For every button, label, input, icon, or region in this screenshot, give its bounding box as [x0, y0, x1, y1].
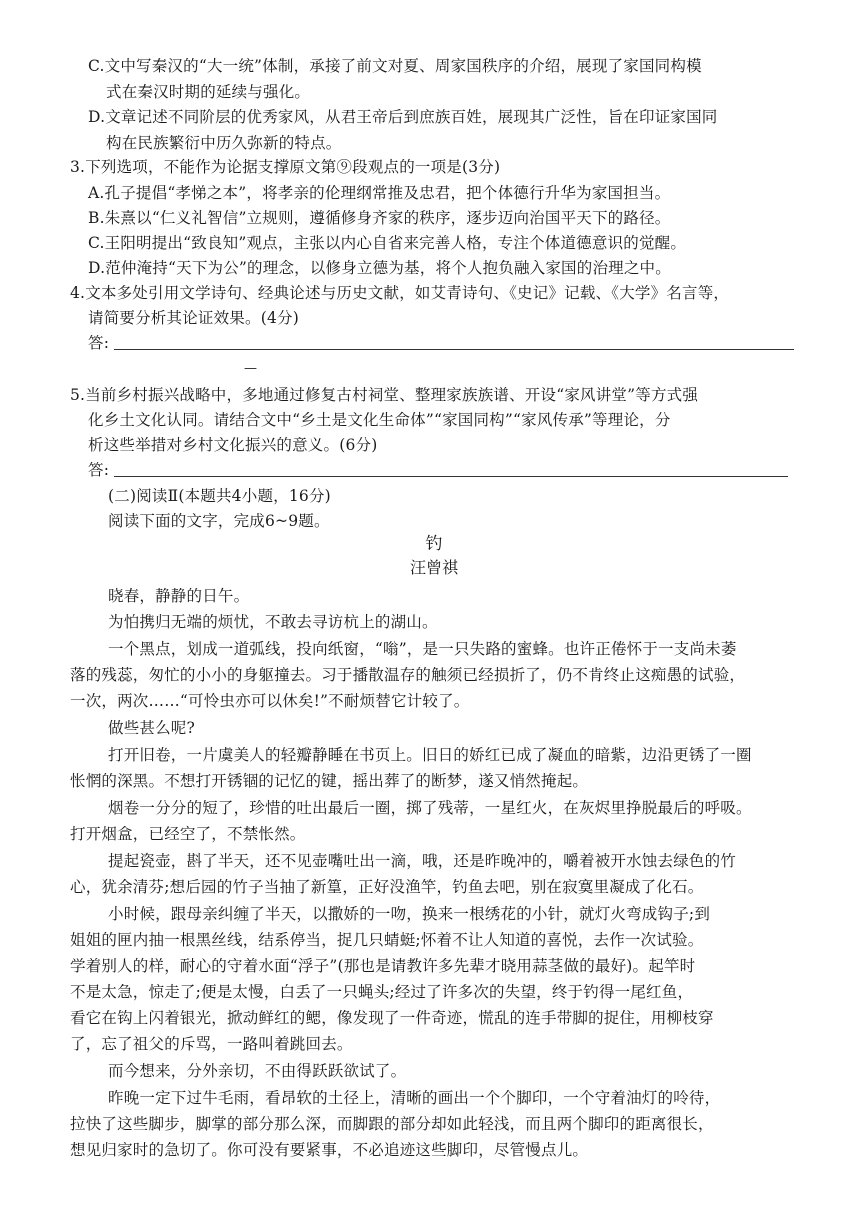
q5-stem-line3: 析这些举措对乡村文化振兴的意义。(6分) — [88, 436, 378, 454]
q4-answer-label: 答: — [88, 334, 110, 352]
q5-stem-line1: 5.当前乡村振兴战略中，多地通过修复古村祠堂、整理家族族谱、开设“家风讲堂”等方式强 — [70, 386, 699, 404]
paragraph-line: 小时候，跟母亲纠缠了半天，以撒娇的一吻，换来一根绣花的小针，就灯火弯成钩子;到 — [108, 905, 711, 923]
section2-heading: (二)阅读Ⅱ(本题共4小题，16分) — [108, 487, 331, 505]
paragraph-line: 了，忘了祖父的斥骂，一路叫着跳回去。 — [70, 1035, 353, 1053]
q5-answer-label: 答: — [88, 461, 110, 479]
q4-stray-mark: — — [244, 361, 258, 376]
paragraph-line: 打开旧卷，一片虞美人的轻瓣静睡在书页上。旧日的娇红已成了凝血的暗紫，边沿更锈了一圈 — [108, 746, 752, 764]
paragraph-line: 为怕携归无端的烦忧，不敢去寻访杭上的湖山。 — [108, 613, 438, 631]
q2-option-c-line1: C.文中写秦汉的“大一统”体制，承接了前文对夏、周家国秩序的介绍，展现了家国同构模 — [88, 57, 702, 75]
q2-option-d-line2: 构在民族繁衍中历久弥新的特点。 — [106, 134, 342, 152]
q3-option-c: C.王阳明提出“致良知”观点，主张以内心自省来完善人格，专注个体道德意识的觉醒。 — [88, 234, 687, 252]
paragraph-line: 打开烟盒，已经空了，不禁怅然。 — [70, 825, 306, 843]
essay-author: 汪曾祺 — [409, 558, 458, 577]
q5-answer-line[interactable] — [114, 476, 788, 477]
paragraph-line: 落的残蕊，匆忙的小小的身躯撞去。习于播散温存的触须已经损折了，仍不肯终止这痴愚的试验， — [70, 666, 746, 684]
paragraph-line: 拉快了这些脚步，脚掌的部分那么深，而脚跟的部分却如此轻浅，而且两个脚印的距离很长， — [70, 1115, 714, 1133]
paragraph-line: 做些甚么呢? — [108, 719, 196, 737]
q2-option-d-line1: D.文章记述不同阶层的优秀家风，从君王帝后到庶族百姓，展现其广泛性，旨在印证家国同 — [88, 108, 718, 126]
paragraph-line: 提起瓷壶，斟了半天，还不见壶嘴吐出一滴，哦，还是昨晚冲的，嚼着被开水蚀去绿色的竹 — [108, 852, 737, 870]
paragraph-line: 一个黑点，划成一道弧线，投向纸窗，“嗡”，是一只失路的蜜蜂。也许正倦怀于一支尚未萎 — [108, 640, 737, 658]
paragraph-line: 昨晚一定下过牛毛雨，看昂软的土径上，清晰的画出一个个脚印，一个守着油灯的呤待， — [108, 1089, 721, 1107]
q2-option-c-line2: 式在秦汉时期的延续与强化。 — [106, 83, 311, 101]
paragraph-line: 晓春，静静的日午。 — [108, 587, 250, 605]
essay-title: 钓 — [425, 534, 443, 554]
paragraph-line: 一次，两次……“可怜虫亦可以休矣!”不耐烦替它计较了。 — [70, 692, 470, 710]
q3-option-a: A.孔子提倡“孝悌之本”，将孝亲的伦理纲常推及忠君，把个体德行升华为家国担当。 — [88, 184, 671, 202]
q5-stem-line2: 化乡土文化认同。请结合文中“乡土是文化生命体”“家国同构”“家风传承”等理论，分 — [88, 411, 671, 429]
q3-option-b: B.朱熹以“仁义礼智信”立规则，遵循修身齐家的秩序，逐步迈向治国平天下的路径。 — [88, 209, 671, 227]
q4-stem-line2: 请简要分析其论证效果。(4分) — [88, 309, 299, 327]
paragraph-line: 怅惘的深黑。不想打开锈锢的记忆的键，摇出葬了的断梦，遂又悄然掩起。 — [70, 772, 589, 790]
q3-stem: 3.下列选项，不能作为论据支撑原文第⑨段观点的一项是(3分) — [70, 158, 501, 176]
paragraph-line: 学着别人的样，耐心的守着水面“浮子”(那也是请教许多先辈才晓用蒜茎做的最好)。起竿时 — [70, 957, 696, 975]
q3-option-d: D.范仲淹持“天下为公”的理念，以修身立德为基，将个人抱负融入家国的治理之中。 — [88, 259, 671, 277]
paragraph-line: 烟卷一分分的短了，珍惜的吐出最后一圈，掷了残蒂，一星红火，在灰烬里挣脱最后的呼吸。 — [108, 799, 752, 817]
q4-answer-line[interactable] — [114, 349, 794, 350]
paragraph-line: 姐姐的匣内抽一根黑丝线，结系停当，捉几只蜻蜓;怀着不让人知道的喜悦，去作一次试验。 — [70, 931, 704, 949]
section2-instruction: 阅读下面的文字，完成6~9题。 — [108, 512, 330, 530]
paragraph-line: 心，犹余清芬;想后园的竹子当抽了新篁，正好没渔竿，钓鱼去吧，别在寂寞里凝成了化石。 — [70, 878, 704, 896]
paragraph-line: 而今想来，分外亲切，不由得跃跃欲试了。 — [108, 1062, 407, 1080]
paragraph-line: 不是太急，惊走了;便是太慢，白丢了一只蝇头;经过了许多次的失望，终于钓得一尾红鱼， — [70, 983, 694, 1001]
q4-stem-line1: 4.文本多处引用文学诗句、经典论述与历史文献，如艾青诗句、《史记》记载、《大学》名言等， — [70, 284, 730, 302]
paragraph-line: 看它在钩上闪着银光，掀动鲜红的鳃，像发现了一件奇迹，慌乱的连手带脚的捉住，用柳枝穿 — [70, 1009, 714, 1027]
paragraph-line: 想见归家时的急切了。你可没有要紧事，不必追迹这些脚印，尽管慢点儿。 — [70, 1141, 589, 1159]
